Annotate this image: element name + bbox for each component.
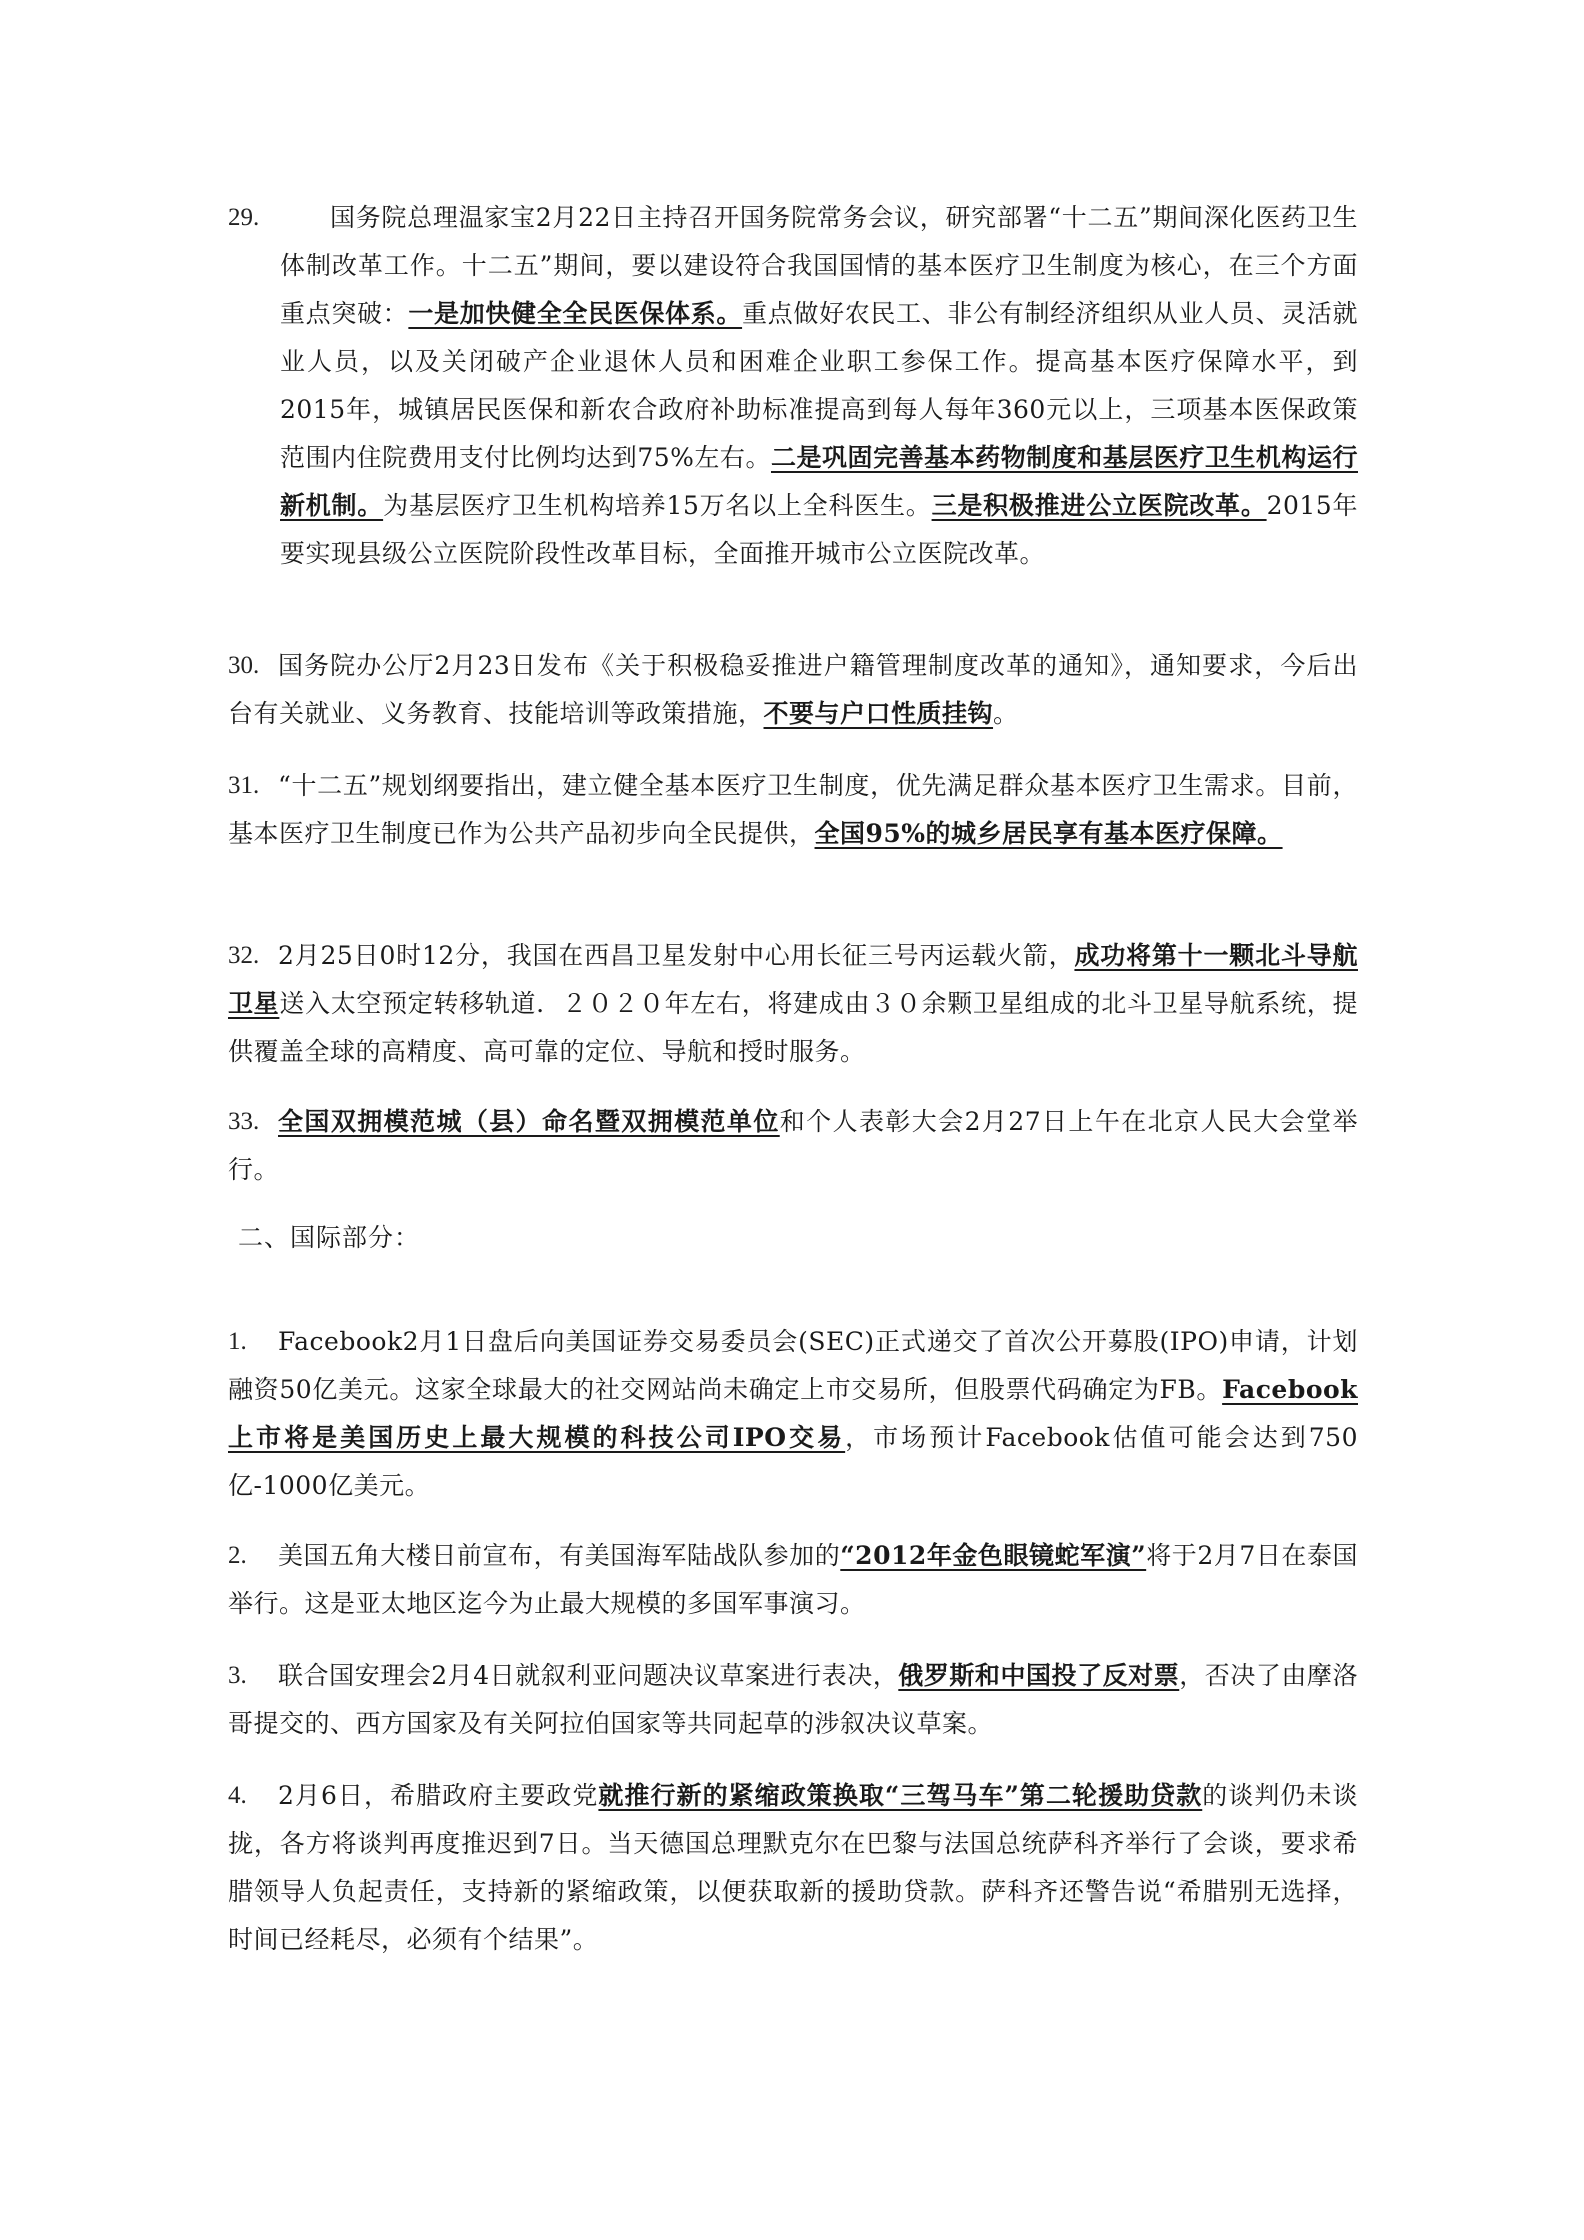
list-item-32: [228, 932, 1358, 1076]
item-number: 1.: [228, 1328, 247, 1355]
item-text: 美国五角大楼日前宣布，有美国海军陆战队参加的“2012年金色眼镜蛇军演”将于2月7日在泰国举行。这是亚太地区迄今为止最大规模的多国军事演习。: [228, 1541, 1359, 1618]
item-text: “十二五”规划纲要指出，建立健全基本医疗卫生制度，优先满足群众基本医疗卫生需求。目前，基本医疗卫生制度已作为公共产品初步向全民提供，全国95%的城乡居民享有基本医疗保障。: [228, 771, 1358, 848]
item-text: 2月6日，希腊政府主要政党就推行新的紧缩政策换取“三驾马车”第二轮援助贷款的谈判仍未谈拢，各方将谈判再度推迟到7日。当天德国总理默克尔在巴黎与法国总统萨科齐举行了会谈，要求希腊领导人负起责任，支持新的紧缩政策，以便获取新的援助贷款。萨科齐还警告说“希腊别无选择，时间已经耗尽，必须有个结果”。: [228, 1781, 1358, 1954]
intl-item-3: [228, 1652, 1358, 1748]
item-number: 29.: [228, 204, 260, 231]
list-item-30: [228, 642, 1358, 738]
item-number: 31.: [228, 772, 260, 799]
list-item-31: [228, 762, 1358, 858]
intl-item-4: [228, 1772, 1358, 1964]
list-item-33: [228, 1098, 1358, 1194]
item-number: 2.: [228, 1542, 247, 1569]
item-number: 33.: [228, 1108, 260, 1135]
list-item-29: [228, 194, 1358, 578]
item-number: 3.: [228, 1662, 247, 1689]
item-text: Facebook2月1日盘后向美国证券交易委员会(SEC)正式递交了首次公开募股(IPO)申请，计划融资50亿美元。这家全球最大的社交网站尚未确定上市交易所，但股票代码确定为FB。Facebook上市将是美国历史上最大规模的科技公司IPO交易，市场预计Facebook估值可能会达到750亿-1000亿美元。: [228, 1327, 1358, 1500]
item-text: 2月25日0时12分，我国在西昌卫星发射中心用长征三号丙运载火箭，成功将第十一颗北斗导航卫星送入太空预定转移轨道．２０２０年左右，将建成由３０余颗卫星组成的北斗卫星导航系统，提供覆盖全球的高精度、高可靠的定位、导航和授时服务。: [228, 941, 1358, 1066]
item-text: 联合国安理会2月4日就叙利亚问题决议草案进行表决，俄罗斯和中国投了反对票，否决了由摩洛哥提交的、西方国家及有关阿拉伯国家等共同起草的涉叙决议草案。: [228, 1661, 1358, 1738]
section-title: 二、国际部分：: [238, 1223, 421, 1252]
intl-item-2: [228, 1532, 1358, 1628]
item-text: 全国双拥模范城（县）命名暨双拥模范单位和个人表彰大会2月27日上午在北京人民大会堂举行。: [228, 1107, 1358, 1184]
item-text: 国务院总理温家宝2月22日主持召开国务院常务会议，研究部署“十二五”期间深化医药卫生体制改革工作。十二五”期间，要以建设符合我国国情的基本医疗卫生制度为核心，在三个方面重点突破：一是加快健全全民医保体系。重点做好农民工、非公有制经济组织从业人员、灵活就业人员，以及关闭破产企业退休人员和困难企业职工参保工作。提高基本医疗保障水平，到2015年，城镇居民医保和新农合政府补助标准提高到每人每年360元以上，三项基本医保政策范围内住院费用支付比例均达到75%左右。二是巩固完善基本药物制度和基层医疗卫生机构运行新机制。为基层医疗卫生机构培养15万名以上全科医生。三是积极推进公立医院改革。2015年要实现县级公立医院阶段性改革目标，全面推开城市公立医院改革。: [280, 203, 1358, 568]
item-text: 国务院办公厅2月23日发布《关于积极稳妥推进户籍管理制度改革的通知》，通知要求，今后出台有关就业、义务教育、技能培训等政策措施，不要与户口性质挂钩。: [228, 651, 1358, 728]
item-number: 4.: [228, 1782, 247, 1809]
item-number: 32.: [228, 942, 260, 969]
item-number: 30.: [228, 652, 260, 679]
intl-item-1: [228, 1318, 1358, 1510]
